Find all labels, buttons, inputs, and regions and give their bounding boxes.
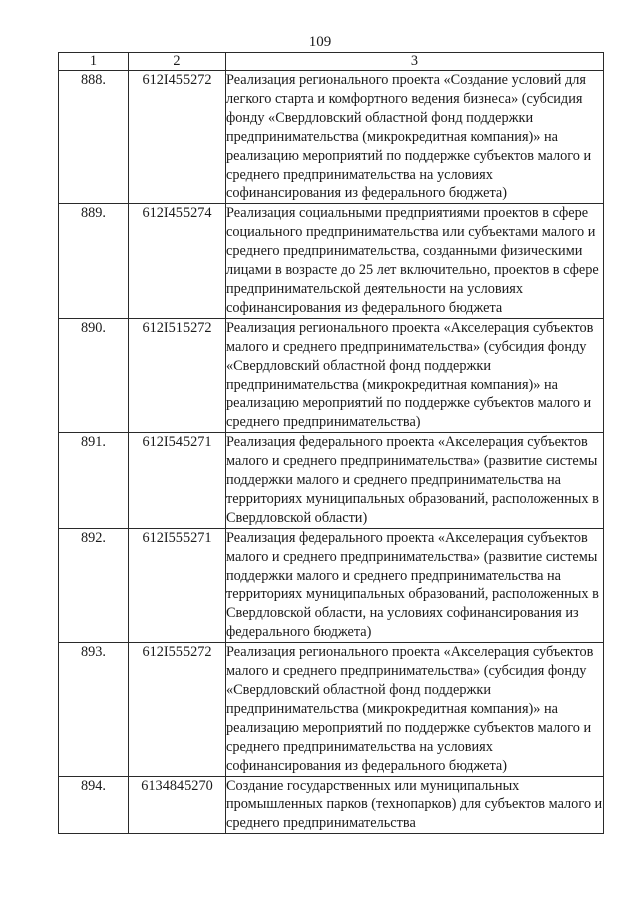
row-description: Реализация социальными предприятиями проектов в сфере социального предпринимательства или субъектами малого и среднего предпринимательства, созданными физическими лицами в возрасте до 25 лет включительно, проектов в сфере предпринимательской деятельности на условиях софинансирования из федерального бюджета	[226, 204, 604, 318]
table-header	[59, 53, 604, 71]
page-number: 109	[308, 34, 332, 50]
row-description: Реализация федерального проекта «Акселерация субъектов малого и среднего предпринимательства» (развитие системы поддержки малого и среднего предпринимательства на территориях муниципальных образований, расположенных в Свердловской области, на условиях софинансирования из федерального бюджета)	[226, 528, 604, 642]
row-number: 889.	[59, 204, 129, 318]
row-code: 612I455274	[129, 204, 226, 318]
table-row	[59, 528, 604, 642]
column-header-description: 3	[226, 53, 604, 71]
row-code: 612I545271	[129, 433, 226, 529]
row-code: 612I515272	[129, 318, 226, 432]
row-number: 890.	[59, 318, 129, 432]
row-number: 894.	[59, 776, 129, 834]
column-header-number: 1	[59, 53, 129, 71]
header-row	[59, 53, 604, 71]
row-code: 612I455272	[129, 71, 226, 204]
column-header-code: 2	[129, 53, 226, 71]
table-row	[59, 318, 604, 432]
row-code: 612I555271	[129, 528, 226, 642]
row-code: 612I555272	[129, 643, 226, 776]
row-number: 891.	[59, 433, 129, 529]
row-description: Реализация федерального проекта «Акселерация субъектов малого и среднего предпринимательства» (развитие системы поддержки малого и среднего предпринимательства на территориях муниципальных образований, расположенных в Свердловской области)	[226, 433, 604, 529]
row-code: 6134845270	[129, 776, 226, 834]
row-number: 893.	[59, 643, 129, 776]
row-description: Создание государственных или муниципальных промышленных парков (технопарков) для субъектов малого и среднего предпринимательства	[226, 776, 604, 834]
row-number: 892.	[59, 528, 129, 642]
table-row	[59, 204, 604, 318]
row-description: Реализация регионального проекта «Акселерация субъектов малого и среднего предпринимательства» (субсидия фонду «Свердловский областной фонд поддержки предпринимательства (микрокредитная компания)» на реализацию мероприятий по поддержке субъектов малого и среднего предпринимательства на условиях софинансирования из федерального бюджета)	[226, 643, 604, 776]
row-description: Реализация регионального проекта «Создание условий для легкого старта и комфортного ведения бизнеса» (субсидия фонду «Свердловский областной фонд поддержки предпринимательства (микрокредитная компания)» на реализацию мероприятий по поддержке субъектов малого и среднего предпринимательства на условиях софинансирования из федерального бюджета)	[226, 71, 604, 204]
budget-classification-table	[58, 52, 604, 834]
table-body	[59, 71, 604, 834]
row-number: 888.	[59, 71, 129, 204]
table-row	[59, 643, 604, 776]
row-description: Реализация регионального проекта «Акселерация субъектов малого и среднего предпринимательства» (субсидия фонду «Свердловский областной фонд поддержки предпринимательства (микрокредитная компания)» на реализацию мероприятий по поддержке субъектов малого и среднего предпринимательства)	[226, 318, 604, 432]
table-row	[59, 71, 604, 204]
table-row	[59, 433, 604, 529]
table-row	[59, 776, 604, 834]
